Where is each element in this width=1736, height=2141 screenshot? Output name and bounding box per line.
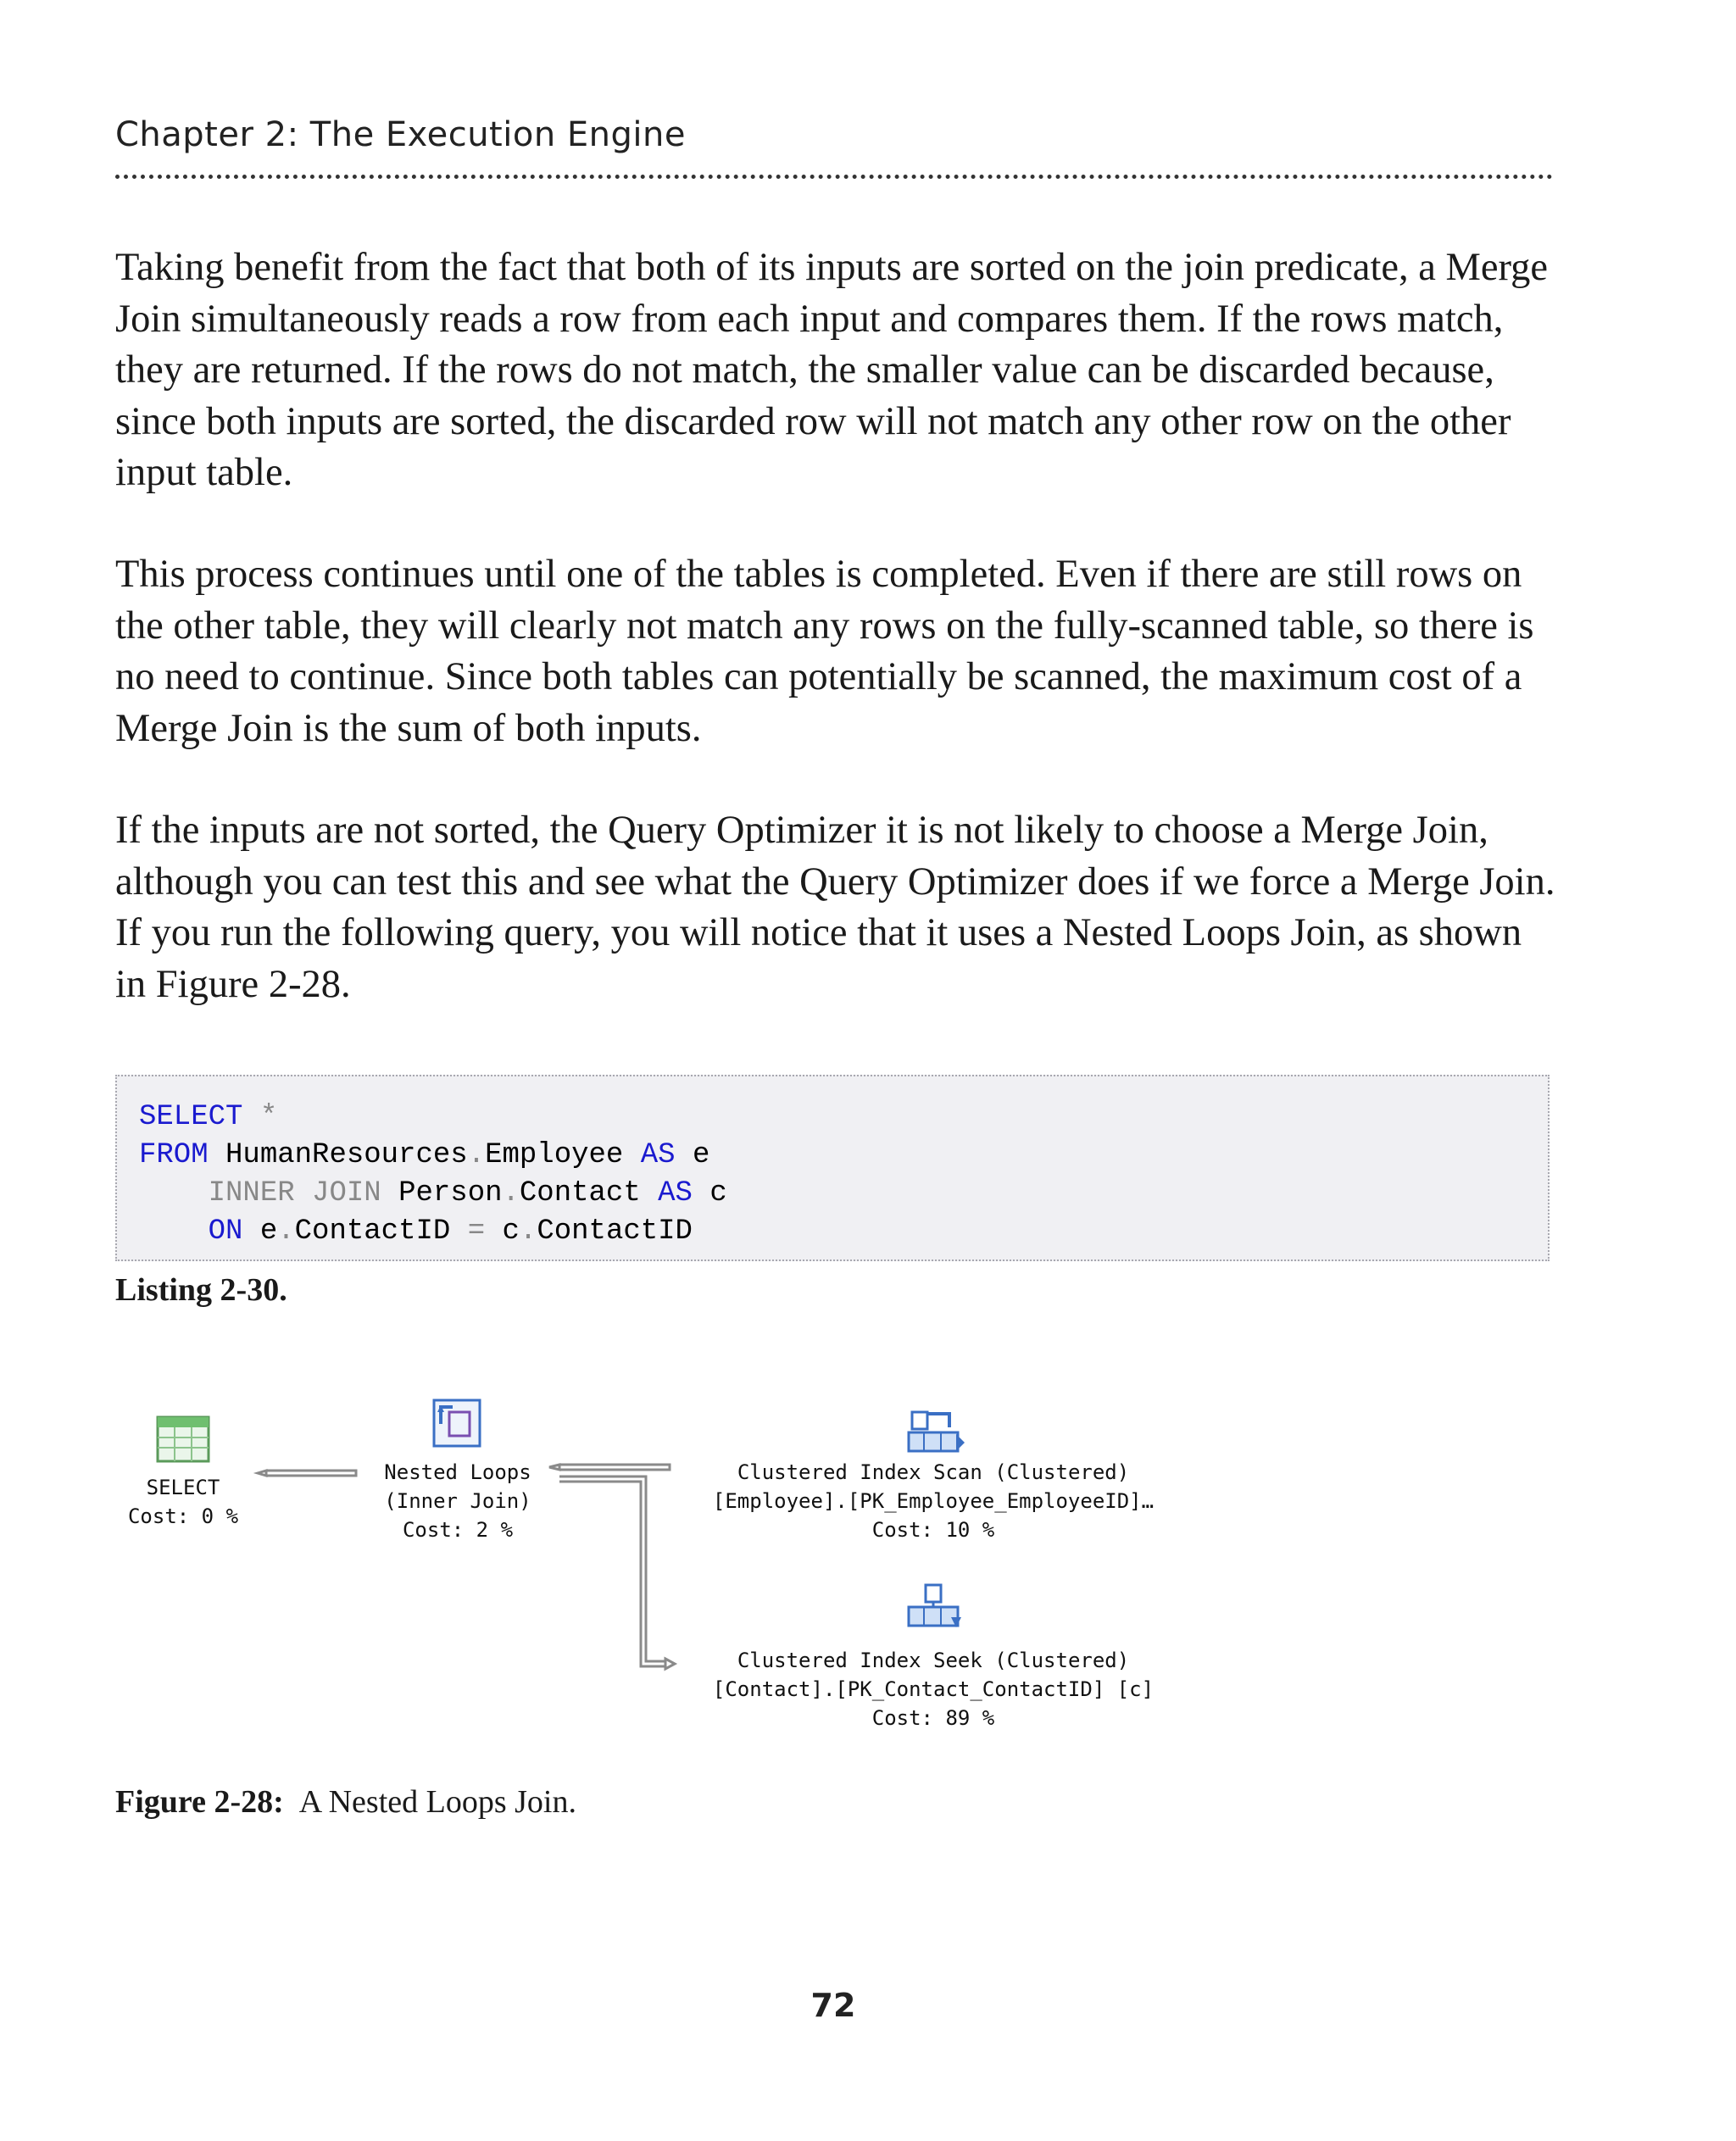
operator-name: Clustered Index Seek (Clustered) (737, 1649, 1130, 1672)
operator-object: [Employee].[PK_Employee_EmployeeID]… (712, 1489, 1155, 1513)
code-token: Employee (485, 1139, 641, 1171)
code-token: ContactID (294, 1215, 468, 1248)
operator-name: Nested Loops (384, 1460, 531, 1484)
code-line-4 (139, 1213, 1548, 1251)
operator-object: [Contact].[PK_Contact_ContactID] [c] (712, 1677, 1155, 1701)
body-paragraph-1: Taking benefit from the fact that both of its inputs are sorted on the join predicate, a Merge Join simultaneously reads a row from each input and compares them. If the rows match, they are returned. If the rows do not match, the smaller value can be discarded because, since both inputs are sorted, the discarded row will not match any other row on the other input table. (115, 246, 1549, 494)
nested-loops-operator-label (364, 1458, 551, 1544)
listing-caption: Listing 2-30. (115, 1272, 287, 1308)
execution-plan-diagram (0, 1373, 1736, 1746)
body-paragraph-2: This process continues until one of the tables is completed. Even if there are still rows on the other table, they will clearly not match any rows on the fully-scanned table, so there is no need to continue. Since both tables can potentially be scanned, the maximum cost of a Merge Join is the sum of both inputs. (115, 553, 1534, 750)
figure-text: A Nested Loops Join. (298, 1784, 576, 1820)
figure-label: Figure 2-28: (115, 1784, 284, 1820)
select-operator-label (108, 1473, 258, 1531)
code-line-1 (139, 1098, 1548, 1137)
code-token: c (692, 1177, 727, 1210)
operator-cost: Cost: 0 % (127, 1504, 239, 1528)
code-keyword: AS (640, 1139, 676, 1171)
figure-caption (115, 1783, 576, 1821)
code-indent (139, 1215, 209, 1248)
code-token: . (502, 1177, 520, 1210)
header-divider (115, 175, 1553, 179)
code-indent (139, 1177, 209, 1210)
running-head: Chapter 2: The Execution Engine (115, 115, 686, 154)
code-token: Person (381, 1177, 503, 1210)
code-keyword: AS (658, 1177, 693, 1210)
operator-name: SELECT (146, 1476, 220, 1499)
code-token: . (277, 1215, 295, 1248)
clustered-index-scan-operator-label (670, 1458, 1197, 1544)
clustered-index-seek-operator-label (670, 1646, 1197, 1732)
operator-cost: Cost: 10 % (871, 1518, 995, 1542)
operator-subtitle: (Inner Join) (384, 1489, 531, 1513)
code-line-3 (139, 1175, 1548, 1213)
code-token: e (675, 1139, 710, 1171)
clustered-index-scan-icon (909, 1412, 965, 1451)
code-token: e (242, 1215, 278, 1248)
operator-name: Clustered Index Scan (Clustered) (737, 1460, 1130, 1484)
operator-cost: Cost: 2 % (402, 1518, 514, 1542)
code-token: c (485, 1215, 520, 1248)
select-result-icon (158, 1417, 209, 1461)
code-keyword: INNER JOIN (208, 1177, 381, 1210)
code-token: ContactID (537, 1215, 693, 1248)
code-keyword: SELECT (139, 1101, 243, 1133)
page-number: 72 (810, 1987, 856, 2024)
code-token: Contact (519, 1177, 659, 1210)
code-token: . (467, 1139, 486, 1171)
operator-cost: Cost: 89 % (871, 1706, 995, 1730)
code-token: * (242, 1101, 278, 1133)
code-keyword: ON (208, 1215, 243, 1248)
body-paragraph-3: If the inputs are not sorted, the Query Optimizer it is not likely to choose a Merge Join, although you can test this and see what the Query Optimizer does if we force a Merge Join. If you run the following query, you will notice that it uses a Nested Loops Join, as shown in Figure 2-28. (115, 809, 1555, 1006)
clustered-index-seek-icon (909, 1585, 961, 1627)
code-line-2 (139, 1137, 1548, 1175)
code-token: HumanResources (208, 1139, 468, 1171)
nested-loops-icon (434, 1400, 480, 1446)
code-token: . (519, 1215, 537, 1248)
code-listing (115, 1075, 1550, 1261)
code-keyword: FROM (139, 1139, 209, 1171)
code-token: = (467, 1215, 486, 1248)
